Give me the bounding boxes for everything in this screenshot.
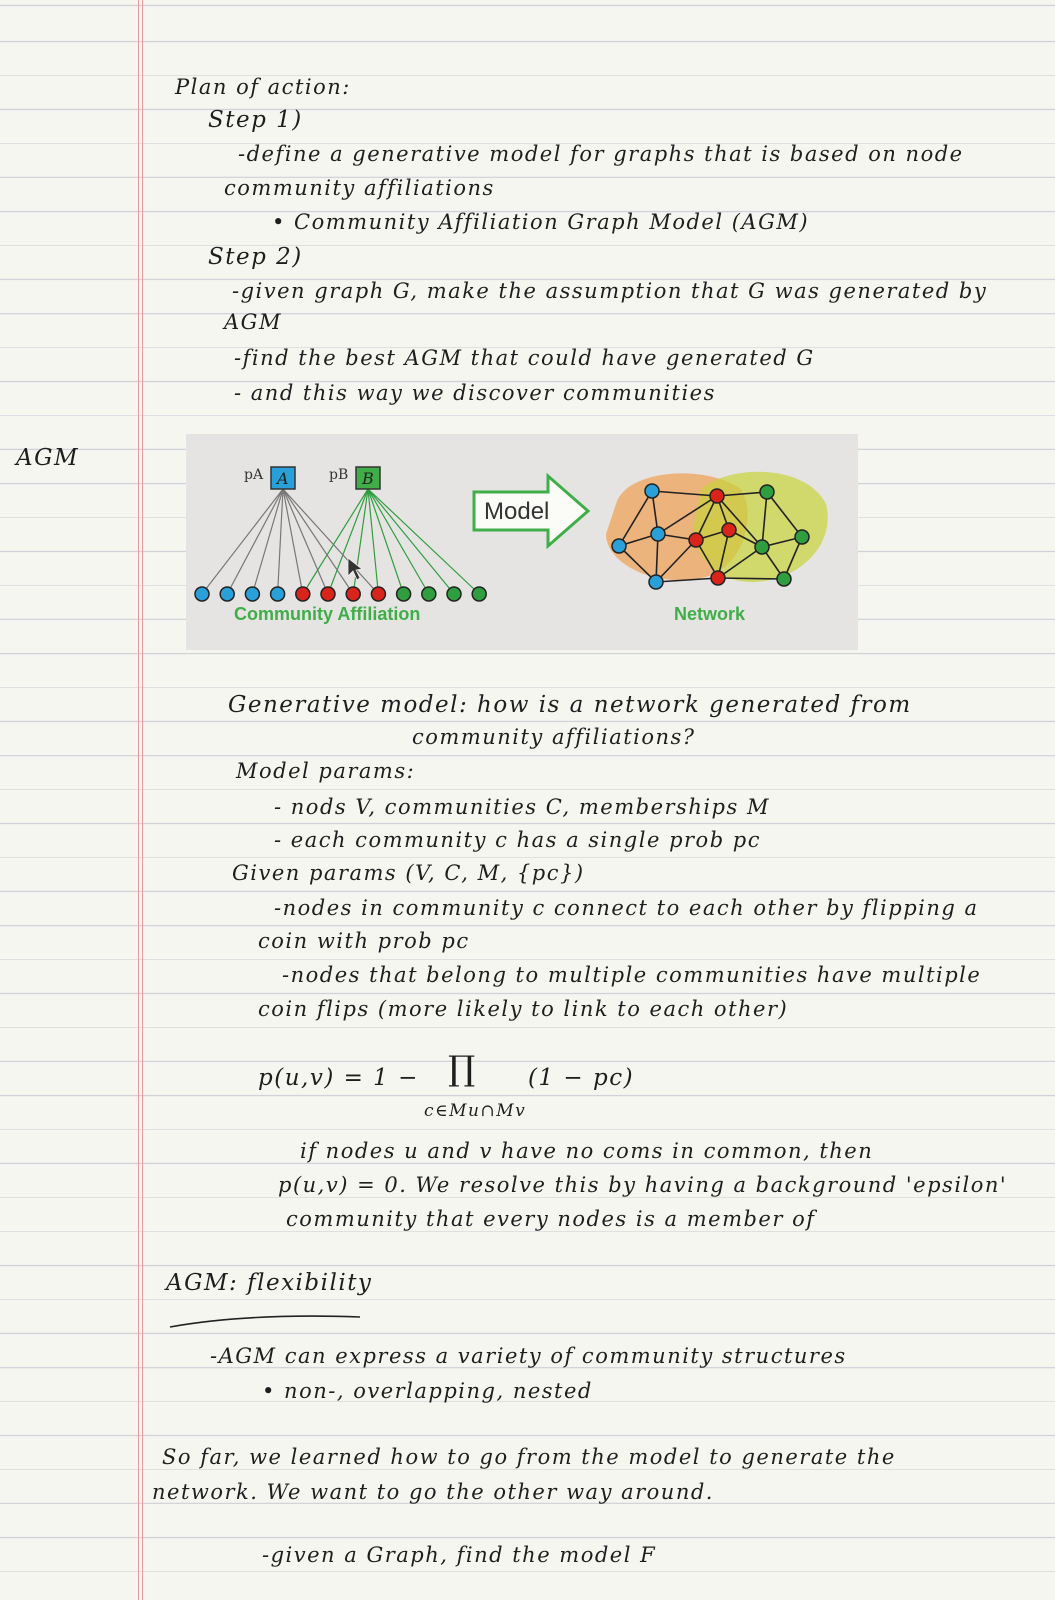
margin-line	[138, 0, 139, 1600]
model-arrow-label: Model	[484, 498, 550, 525]
edge-b-6	[353, 489, 368, 594]
generative-heading-1: Generative model: how is a network generated from	[228, 692, 912, 718]
given-params: Given params (V, C, M, {pc})	[232, 861, 585, 885]
given-1a: -nodes in community c connect to each other by flipping a	[274, 896, 979, 920]
conclusion-line-3: -given a Graph, find the model F	[262, 1543, 657, 1567]
affiliation-edges	[202, 489, 479, 594]
edge-b-11	[368, 489, 479, 594]
formula-product-symbol: ∏	[448, 1049, 477, 1089]
network-node-r1	[710, 489, 724, 503]
plan-title: Plan of action:	[175, 75, 351, 99]
community-a-label: A	[277, 469, 289, 488]
generative-heading-2: community affiliations?	[412, 725, 696, 749]
note-2: p(u,v) = 0. We resolve this by having a background 'epsilon'	[278, 1173, 1008, 1197]
node-red-4	[296, 587, 310, 601]
agm-figure	[186, 434, 858, 650]
network-node-g3	[755, 540, 769, 554]
network-caption: Network	[674, 604, 746, 624]
edge-b-5	[328, 489, 368, 594]
given-1b: coin with prob pc	[258, 929, 470, 953]
network-node-b1	[645, 484, 659, 498]
network-node-r4	[711, 571, 725, 585]
network-node-b4	[649, 575, 663, 589]
heading-underline	[168, 1313, 363, 1333]
step2-line4: - and this way we discover communities	[234, 381, 716, 405]
node-red-7	[371, 587, 385, 601]
note-1: if nodes u and v have no coms in common, then	[300, 1139, 874, 1163]
network-node-b2	[651, 527, 665, 541]
network-node-g4	[777, 572, 791, 586]
node-blue-1	[220, 587, 234, 601]
params-title: Model params:	[236, 759, 416, 783]
node-green-8	[397, 587, 411, 601]
step1-line1: -define a generative model for graphs that is based on node	[238, 142, 964, 166]
node-green-11	[472, 587, 486, 601]
formula-subscript: c∈Mu∩Mv	[424, 1101, 527, 1121]
step2-heading: Step 2)	[208, 244, 303, 270]
network-edge-23	[718, 578, 784, 579]
given-2b: coin flips (more likely to link to each other)	[258, 997, 789, 1021]
margin-label: AGM	[16, 445, 80, 471]
node-red-5	[321, 587, 335, 601]
step1-bullet: • Community Affiliation Graph Model (AGM)	[272, 210, 810, 234]
flexibility-line-2: • non-, overlapping, nested	[262, 1379, 593, 1403]
edge-a-6	[283, 489, 353, 594]
step1-heading: Step 1)	[208, 107, 303, 133]
conclusion-line-1: So far, we learned how to go from the model to generate the	[162, 1445, 896, 1469]
step2-line1: -given graph G, make the assumption that G was generated by	[232, 279, 988, 303]
edge-a-0	[202, 489, 283, 594]
given-2a: -nodes that belong to multiple communities have multiple	[282, 963, 982, 987]
note-3: community that every nodes is a member of	[286, 1207, 816, 1231]
cursor-icon	[348, 558, 362, 580]
node-blue-3	[271, 587, 285, 601]
flexibility-line-1: -AGM can express a variety of community structures	[210, 1344, 847, 1368]
network-node-b3	[612, 539, 626, 553]
node-green-10	[447, 587, 461, 601]
flexibility-heading: AGM: flexibility	[166, 1270, 373, 1296]
community-affiliation-caption: Community Affiliation	[234, 604, 421, 624]
param-1: - nods V, communities C, memberships M	[274, 795, 770, 819]
step2-line2: AGM	[224, 310, 282, 334]
community-b-label: B	[362, 469, 374, 488]
network-node-g1	[760, 485, 774, 499]
formula-left: p(u,v) = 1 −	[258, 1065, 419, 1091]
edge-b-10	[368, 489, 454, 594]
param-2: - each community c has a single prob pc	[274, 828, 762, 852]
node-blue-0	[195, 587, 209, 601]
node-red-6	[346, 587, 360, 601]
network-node-r3	[689, 533, 703, 547]
network-node-r2	[722, 523, 736, 537]
prob-a-label: pA	[244, 467, 264, 483]
edge-a-1	[227, 489, 283, 594]
edge-a-5	[283, 489, 328, 594]
formula-right: (1 − pc)	[528, 1065, 635, 1091]
conclusion-line-2: network. We want to go the other way around.	[152, 1480, 714, 1504]
step1-line2: community affiliations	[224, 176, 495, 200]
node-green-9	[422, 587, 436, 601]
margin-line-inner	[142, 0, 143, 1600]
prob-b-label: pB	[329, 467, 349, 483]
edge-a-7	[283, 489, 378, 594]
step2-line3: -find the best AGM that could have generated G	[234, 346, 815, 370]
node-blue-2	[245, 587, 259, 601]
network-node-g2	[795, 530, 809, 544]
